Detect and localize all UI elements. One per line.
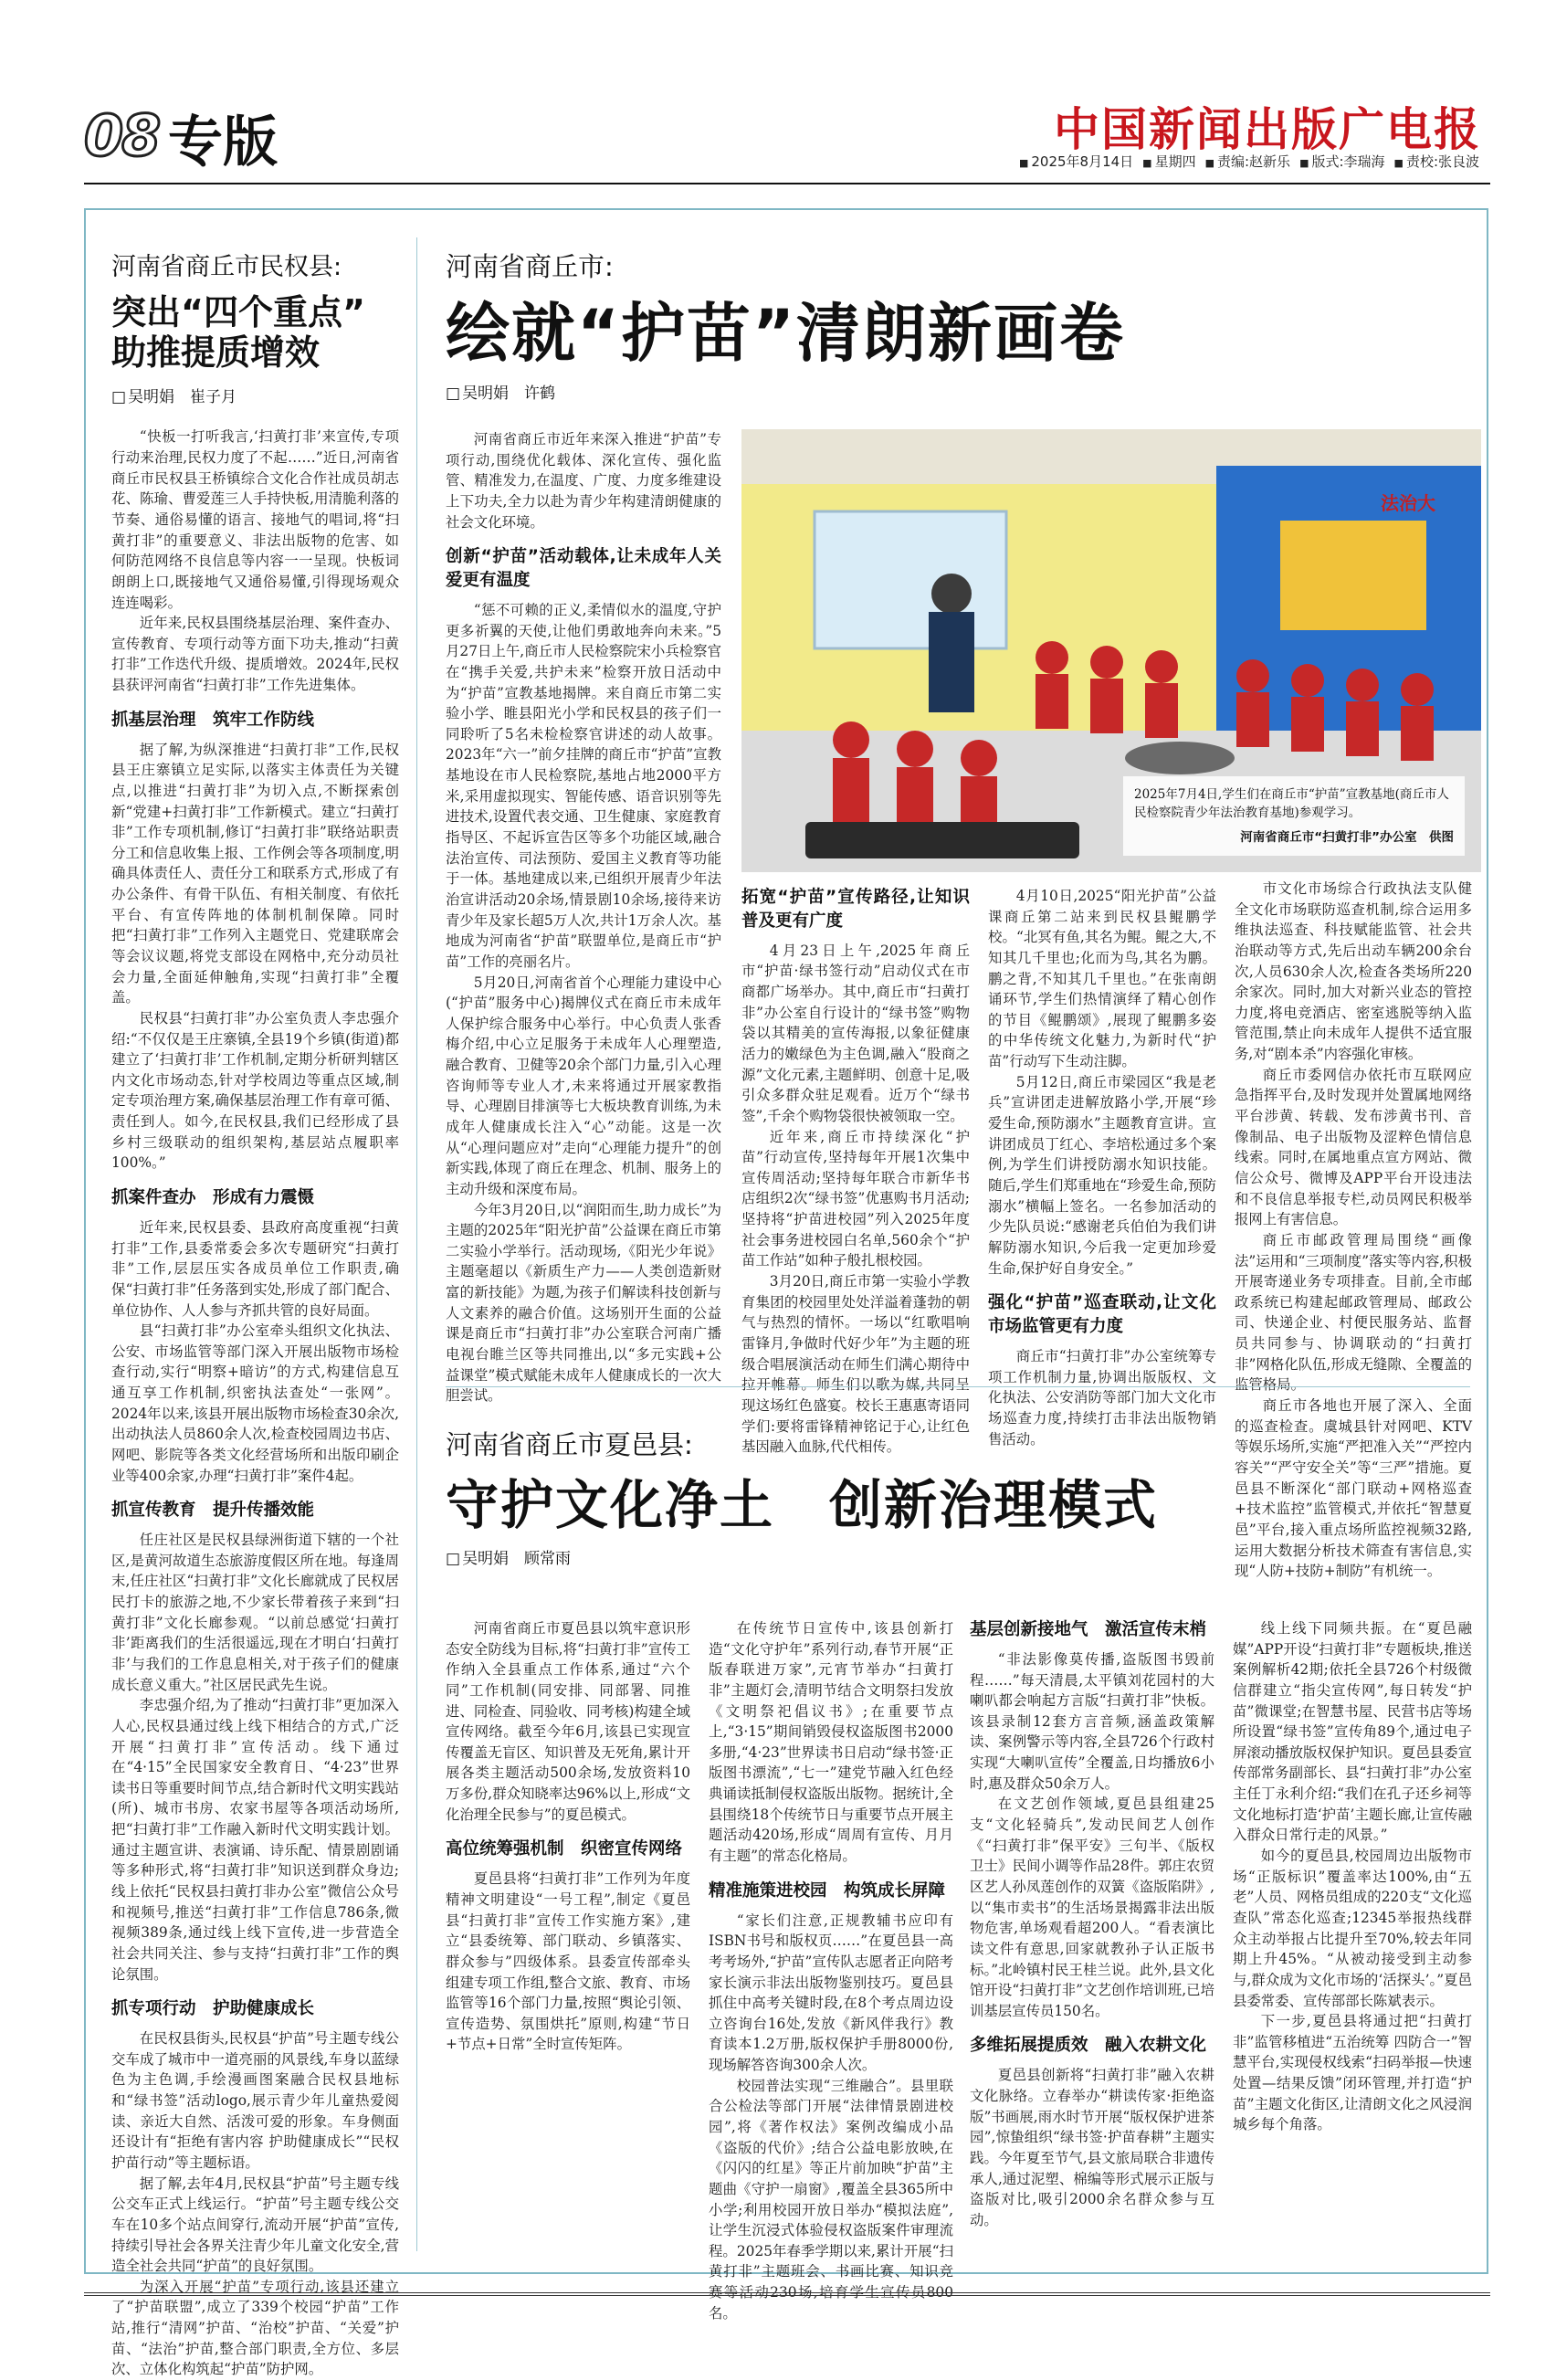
story1-subhead-3: 抓宣传教育 提升传播效能 [111,1501,315,1521]
story2-para: 商丘市委网信办依托市互联网应急指挥平台,及时发现并处置属地网络平台涉黄、转载、发布涉黄书刊、音像制品、电子出版物及涩粹色情信息线索。同时,在属地重点宣方网站、微信公众号、微博及APP平台开设违法和不良信息举报专栏,动员网民积极举报网上有害信息。 [1235,1066,1472,1228]
story3-byline: □ 吴明娟 顾常雨 [446,1545,1468,1568]
story2-para: 4月23日上午,2025年商丘市“护苗·绿书签行动”启动仪式在市商都广场举办。其中,商丘市“扫黄打非”办公室自行设计的“绿书签”购物袋以其精美的宣传海报,以象征健康活力的嫩绿色为主色调,融入“股商之源”文化元素,主题鲜明、创意十足,吸引众多群众驻足观看。近万个“绿书签”,千余个购物袋很快被领取一空。 [741,942,970,1124]
story3-para: 在文艺创作领域,夏邑县组建25支“文化轻骑兵”,发动民间艺人创作《“扫黄打非”保平安》三句半、《版权卫士》民间小调等作品28件。郭庄农贸区艺人孙凤莲创作的双簧《盗版陷阱》,以“集市卖书”的生活场景揭露非法出版物危害,单场观看超200人。“看表演比读文件有意思,回家就教孙子认正版书标。”北岭镇村民王桂兰说。此外,县文化馆开设“扫黄打非”文艺创作培训班,已培训基层宣传员150名。 [970,1796,1214,2019]
story-divider [446,1386,1470,1387]
story2-para: 商丘市各地也开展了深入、全面的巡查检查。虞城县针对网吧、KTV等娱乐场所,实施“严把准入关”“严控内容关”“严守安全关”等“三严”措施。夏邑县不断深化“部门联动+网格巡查+技术监控”监管模式,并依托“智慧夏邑”平台,接入重点场所监控视频32路,运用大数据分析技术筛查有害信息,实现“人防+技防+制防”有机统一。 [1235,1397,1472,1580]
story3-column-4 [1233,1618,1472,2135]
photo-caption [1123,776,1465,856]
issue-layout: ■ 版式:李瑞海 [1299,152,1384,171]
story2-para: 商丘市邮政管理局围绕“画像法”运用和“三项制度”落实等内容,积极开展寄递业务专项排查。目前,全市邮政系统已构建起邮政管理局、邮政公司、快递企业、村便民服务站、监督员共同参与、协调联动的“扫黄打非”网格化队伍,形成无缝隙、全覆盖的监管格局。 [1235,1231,1472,1394]
story1-para: 在民权县街头,民权县“护苗”号主题专线公交车成了城市中一道亮丽的风景线,车身以蓝绿色为主色调,手绘漫画图案融合民权县地标和“绿书签”活动logo,展示青少年儿童热爱阅读、亲近大自然、活泼可爱的形象。车身侧面还设计有“拒绝有害内容 护助健康成长”“民权护苗行动”等主题标语。 [111,2030,399,2171]
story2-para: 市文化市场综合行政执法支队健全文化市场联防巡查机制,综合运用多维执法巡查、科技赋能监管、社会共治联动等方式,先后出动车辆200余台次,人员630余人次,检查各类场所220余家次。同时,加大对新兴业态的管控力度,将电竞酒店、密室逃脱等纳入监管范围,禁止向未成年人提供不适宜服务,对“剧本杀”内容强化审核。 [1235,880,1472,1063]
story1-para: 为深入开展“护苗”专项行动,该县还建立了“护苗联盟”,成立了339个校园“护苗”工作站,推行“清网”护苗、“治校”护苗、“关爱”护苗、“法治”护苗,整合部门职责,全方位、多层次、立体化构筑起“护苗”防护网。 [111,2278,399,2378]
story1-lead2: 近年来,民权县围绕基层治理、案件查办、宣传教育、专项行动等方面下功夫,推动“扫黄打非”工作迭代升级、提质增效。2024年,民权县获评河南省“扫黄打非”工作先进集体。 [111,615,399,694]
story2-subhead-2: 拓宽“护苗”宣传路径,让知识普及更有广度 [741,888,970,931]
story1-para: 民权县“扫黄打非”办公室负责人李忠强介绍:“不仅仅是王庄寨镇,全县19个乡镇(街道)都建立了‘扫黄打非’工作机制,定期分析研判辖区内文化市场动态,针对学校周边等重点区域,制定专项治理方案,确保基层治理工作有章可循、责任到人。如今,在民权县,我们已经形成了县乡村三级联动的组织架构,基层站点履职率100%。” [111,1009,399,1172]
story2-para: 今年3月20日,以“润阳而生,助力成长”为主题的2025年“阳光护苗”公益课在商丘市第二实验小学举行。活动现场,《阳光少年说》主题毫超以《新质生产力——人类创造新财富的新技能》为题,为孩子们解读科技创新与人文素养的融合价值。这场别开生面的公益课是商丘市“扫黄打非”办公室联合河南广播电视台睢兰区等共同推出,以“多元实践+公益课堂”模式赋能未成年人健康成长的一次大胆尝试。 [446,1201,721,1405]
story1-para: 近年来,民权县委、县政府高度重视“扫黄打非”工作,县委常委会多次专题研究“扫黄打非”工作,层层压实各成员单位工作职责,确保“扫黄打非”任务落到实处,形成了部门配合、单位协作、人人参与齐抓共管的良好局面。 [111,1218,399,1319]
story2-kicker: 河南省商丘市: [446,251,614,282]
story2-para: 4月10日,2025“阳光护苗”公益课商丘第二站来到民权县鲲鹏学校。“北冥有鱼,其名为鲲。鲲之大,不知其几千里也;化而为鸟,其名为鹏。鹏之背,不知其几千里也。”在张南朗诵环节,学生们热情演绎了精心创作的节目《鲲鹏颂》,展现了鲲鹏多姿的中华传统文化魅力,为新时代“护苗”行动写下生动注脚。 [988,888,1216,1070]
masthead [84,91,1490,174]
story3-subhead-2: 精准施策进校园 构筑成长屏障 [709,1880,946,1901]
story1-para: 据了解,为纵深推进“扫黄打非”工作,民权县王庄寨镇立足实际,以落实主体责任为关键点,以推进“扫黄打非”为切入点,不断探索创新“党建+扫黄打非”工作新模式。建立“扫黄打非”工作专项机制,修订“扫黄打非”联络站职责分工和信息收集上报、工作例会等各项制度,明确具体责任人、责任分工和联系方式,形成了有办公条件、有骨干队伍、有相关制度、有依托平台、有宣传阵地的体制机制保障。同时把“扫黄打非”工作列入主题党日、党建联席会等会议议题,将党支部设在网格中,充分动员社会力量,全面延伸触角,实现“扫黄打非”全覆盖。 [111,741,399,1006]
story2-byline: □ 吴明娟 许鹤 [446,380,1468,403]
photo-credit: 河南省商丘市“扫黄打非”办公室 供图 [1240,829,1454,845]
story2-headline: 绘就“护苗”清朗新画卷 [446,296,1126,371]
story2-para: 3月20日,商丘市第一实验小学教育集团的校园里处处洋溢着蓬勃的朝气与热烈的情怀。一场以“红歌唱响雷锋月,争做时代好少年”为主题的班级合唱展演活动在师生们满心期待中拉开帷幕。师生们以歌为媒,共同呈现这场红色盛宴。校长王惠惠寄语同学们:要将雷锋精神铭记于心,让红色基因融入血脉,代代相传。 [741,1273,970,1456]
issue-date: ■ 2025年8月14日 [1019,152,1133,171]
story1-subhead-1: 抓基层治理 筑牢工作防线 [111,710,315,730]
story1-headline [111,293,399,373]
news-photo [741,429,1481,872]
story3-para: “非法影像莫传播,盗版图书毁前程……”每天清晨,太平镇刘花园村的大喇叭都会响起方言版“扫黄打非”快板。该县录制12套方言音频,涵盖政策解读、案例警示等内容,全县726个行政村实现“大喇叭宣传”全覆盖,日均播放6小时,惠及群众50余万人。 [970,1650,1214,1792]
story1-para: 任庄社区是民权县绿洲街道下辖的一个社区,是黄河故道生态旅游度假区所在地。每逢周末,任庄社区“扫黄打非”文化长廊就成了民权居民打卡的旅游之地,不少家长带着孩子来到“扫黄打非”文化长廊参观。“以前总感觉‘扫黄打非’距离我们的生活很遥远,现在才明白‘扫黄打非’与我们的工作息息相关,对于孩子们的健康成长意义重大。”社区居民武先生说。 [111,1532,399,1693]
story1-para: 李忠强介绍,为了推动“扫黄打非”更加深入人心,民权县通过线上线下相结合的方式,广泛开展“扫黄打非”宣传活动。线下通过在“4·15”全民国家安全教育日、“4·23”世界读书日等重要时间节点,结合新时代文明实践站(所)、城市书房、农家书屋等各项活动场所,把“扫黄打非”工作融入新时代文明实践计划。通过主题宣讲、表演诵、诗乐配、情景剧剧诵等多种形式,将“扫黄打非”知识送到群众身边;线上依托“民权县扫黄打非办公室”微信公众号和视频号,推送“扫黄打非”工作信息786条,微视频389条,通过线上线下宣传,进一步营造全社会共同关注、参与支持“扫黄打非”工作的舆论氛围。 [111,1697,399,1983]
top-rule [84,183,1490,184]
column-divider [416,237,417,2251]
story2-column-1 [446,429,721,1406]
story1-subhead-2: 抓案件查办 形成有力震慑 [111,1188,315,1208]
story3-para: 如今的夏邑县,校园周边出版物市场“正版标识”覆盖率达100%,由“五老”人员、网格员组成的220支“文化巡查队”常态化巡查;12345举报热线群众主动举报占比提升至70%,较去年同期上升45%。“从被动接受到主动参与,群众成为文化市场的‘活探头’。”夏邑县委常委、宣传部部长陈斌表示。 [1233,1848,1472,2009]
story3-para: “家长们注意,正规教辅书应印有ISBN书号和版权页……”在夏邑县一高考考场外,“护苗”宣传队志愿者正向陪考家长演示非法出版物鉴别技巧。夏邑县抓住中高考关键时段,在8个考点周边设立咨询台16处,发放《新风伴我行》教育读本1.2万册,版权保护手册8000份,现场解答咨询300余人次。 [709,1911,953,2074]
story3-subhead-3: 基层创新接地气 激活宣传末梢 [970,1620,1207,1639]
story3-subhead-1: 高位统筹强机制 织密宣传网络 [446,1839,683,1859]
story3-lead: 河南省商丘市夏邑县以筑牢意识形态安全防线为目标,将“扫黄打非”宣传工作纳入全县重点工作体系,通过“六个同”工作机制(同安排、同部署、同推进、同检查、同验收、同考核)构建全域宣传网络。截至今年6月,该县已实现宣传覆盖无盲区、知识普及无死角,累计开展各类主题活动500余场,发放资料10万多份,群众知晓率达96%以上,形成“文化治理全民参与”的夏邑模式。 [446,1620,690,1823]
story2-subhead-3: 强化“护苗”巡查联动,让文化市场监管更有力度 [988,1293,1216,1337]
story1-para: 据了解,去年4月,民权县“护苗”号主题专线公交车正式上线运行。“护苗”号主题专线公交车在10多个站点间穿行,流动开展“护苗”宣传,持续引导社会各界关注青少年儿童文化安全,营造全社会共同“护苗”的良好氛围。 [111,2175,399,2275]
story3-subhead-4: 多维拓展提质效 融入农耕文化 [970,2036,1207,2056]
story1-headline-line2: 助推提质增效 [111,332,321,373]
story1-para: 县“扫黄打非”办公室牵头组织文化执法、公安、市场监管等部门深入开展出版物市场检查行动,实行“明察+暗访”的方式,构建信息互通互享工作机制,织密执法查处“一张网”。2024年以来,该县开展出版物市场检查30余次,出动执法人员860余人次,检查校园周边书店、网吧、影院等各类文化经营场所和出版印刷企业等400余家,办理“扫黄打非”案件4起。 [111,1322,399,1484]
story3-column-1 [446,1618,690,2055]
issue-editor: ■ 责编:赵新乐 [1205,152,1290,171]
story2-para: 商丘市“扫黄打非”办公室统筹专项工作机制力量,协调出版版权、文化执法、公安消防等部门加大文化市场巡查力度,持续打击非法出版物销售活动。 [988,1347,1216,1448]
story1-lead: “快板一打听我言,‘扫黄打非’来宣传,专项行动来治理,民权力度了不起……”近日,河南省商丘市民权县王桥镇综合文化合作社成员胡志花、陈瑜、曹爱莲三人手持快板,用清脆利落的节奏、通俗易懂的语言、接地气的唱词,将“扫黄打非”的重要意义、非法出版物的危害、如何防范网络不良信息等内容一一呈现。快板词朗朗上口,既接地气又通俗易懂,引得现场观众连连喝彩。 [111,428,399,611]
story3-para: 在传统节日宣传中,该县创新打造“文化守护年”系列行动,春节开展“正版春联进万家”,元宵节举办“扫黄打非”主题灯会,清明节结合文明祭扫发放《文明祭祀倡议书》;在重要节点上,“3·15”期间销毁侵权盗版图书2000多册,“4·23”世界读书日启动“绿书签·正版图书漂流”,“七一”建党节融入红色经典诵读抵制侵权盗版出版物。据统计,全县围绕18个传统节日与重要节点开展主题活动420场,形成“周周有宣传、月月有主题”的常态化格局。 [709,1620,953,1865]
story3-column-2 [709,1618,953,2323]
story3-para: 校园普法实现“三维融合”。县里联合公检法等部门开展“法律情景剧进校园”,将《著作权法》案例改编成小品《盗版的代价》;结合公益电影放映,在《闪闪的红星》等正片前加映“护苗”主题曲《守护一扇窗》,覆盖全县365所中小学;利用校园开放日举办“模拟法庭”,让学生沉浸式体验侵权盗版案件审理流程。2025年春季学期以来,累计开展“扫黄打非”主题班会、书画比赛、知识竞赛等活动230场,培育学生宣传员800名。 [709,2077,953,2322]
story3-kicker: 河南省商丘市夏邑县: [446,1429,693,1460]
story-xiayi-header [446,1425,1468,1568]
story-minquan [111,247,399,2380]
story3-para: 夏邑县创新将“扫黄打非”融入农耕文化脉络。立春举办“耕读传家·拒绝盗版”书画展,雨水时节开展“版权保护进茶园”,惊蛰组织“绿书签·护苗春耕”主题实践。今年夏至节气,县文旅局联合非遗传承人,通过泥塑、棉编等形式展示正版与盗版对比,吸引2000余名群众参与互动。 [970,2067,1214,2228]
story3-para: 线上线下同频共振。在“夏邑融媒”APP开设“扫黄打非”专题板块,推送案例解析42期;依托全县726个村级微信群建立“指尖宣传网”,每日转发“护苗”微课堂;在智慧书屋、民营书店等场所设置“绿书签”宣传角89个,通过电子屏滚动播放版权保护知识。夏邑县委宣传部常务副部长、县“扫黄打非”办公室主任丁永利介绍:“我们在孔子还乡祠等文化地标打造‘护苗’主题长廊,让宣传融入群众日常行走的风景。” [1233,1620,1472,1844]
story2-column-3 [988,886,1216,1449]
story2-para: 5月20日,河南省首个心理能力建设中心(“护苗”服务中心)揭牌仪式在商丘市未成年人保护综合服务中心举行。中心负责人张香梅介绍,中心立足服务于未成年人心理塑造,融合教育、卫健等20余个部门力量,引入心理咨询师等专业人才,未来将通过开展家教指导、心理剧目排演等七大板块教育训练,为未成年人健康成长注入“心”动能。这是一次从“心理问题应对”走向“心理能力提升”的创新实践,体现了商丘在理念、机制、服务上的主动升级和深度布局。 [446,974,721,1197]
story3-para: 夏邑县将“扫黄打非”工作列为年度精神文明建设“一号工程”,制定《夏邑县“扫黄打非”宣传工作实施方案》,建立“县委统筹、部门联动、乡镇落实、群众参与”四级体系。县委宣传部牵头组建专项工作组,整合文旅、教育、市场监管等16个部门力量,按照“舆论引领、宣传造势、氛围烘托”原则,构建“节日+节点+日常”全时宣传矩阵。 [446,1870,690,2053]
story2-para: 5月12日,商丘市梁园区“我是老兵”宣讲团走进解放路小学,开展“珍爱生命,预防溺水”主题教育宣讲。宣讲团成员丁红心、李培松通过多个案例,为学生们讲授防溺水知识技能。随后,学生们郑重地在“珍爱生命,预防溺水”横幅上签名。一名参加活动的少先队员说:“感谢老兵伯伯为我们讲解防溺水知识,今后我一定更加珍爱生命,保护好自身安全。” [988,1073,1216,1277]
story1-kicker: 河南省商丘市民权县: [111,253,342,281]
story1-body [111,427,399,2380]
story1-headline-line1: 突出“四个重点” [111,292,365,332]
issue-proofreader: ■ 责校:张良波 [1394,152,1479,171]
story2-para: “惩不可赖的正义,柔情似水的温度,守护更多祈翼的天使,让他们勇敢地奔向未来。”5月27日上午,商丘市人民检察院宋小兵检察官在“携手关爱,共护未来”检察开放日活动中为“护苗”宣教基地揭牌。来自商丘市第二实验小学、睢县阳光小学和民权县的孩子们一同聆听了5名未检检察官讲述的动人故事。2023年“六一”前夕挂牌的商丘市“护苗”宣教基地设在市人民检察院,基地占地2000平方米,采用虚拟现实、智能传感、语音识别等先进技术,设置代表交通、卫生健康、家庭教育指导区、不起诉宣告区等多个功能区域,融合法治宣传、司法预防、爱国主义教育等功能于一体。基地建成以来,已组织开展青少年法治宣讲活动20余场,情景剧10余场,接待来访青少年及家长超5万人次,共计1万余人次。基地成为河南省“护苗”联盟单位,是商丘市“护苗”工作的亮丽名片。 [446,601,721,970]
issue-weekday: ■ 星期四 [1142,152,1195,171]
page-number: 08 [84,102,160,169]
story1-subhead-4: 抓专项行动 护助健康成长 [111,1999,315,2019]
story2-subhead-1: 创新“护苗”活动载体,让未成年人关爱更有温度 [446,547,721,591]
story2-lead: 河南省商丘市近年来深入推进“护苗”专项行动,围绕优化载体、深化宣传、强化监管、精准发力,在温度、广度、力度多维建设上下功夫,全力以赴为青少年构建清朗健康的社会文化环境。 [446,431,721,531]
story3-para: 下一步,夏邑县将通过把“扫黄打非”监管移植进“五治统筹 四防合一”智慧平台,实现侵权线索“扫码举报—快速处置—结果反馈”闭环管理,并打造“护苗”主题文化街区,让清朗文化之风浸润城乡每个角落。 [1233,2013,1472,2133]
story3-column-3 [970,1618,1214,2230]
story1-byline: □ 吴明娟 崔子月 [111,384,399,406]
bottom-rule [84,2292,1490,2296]
story3-headline: 守护文化净土 创新治理模式 [446,1474,1159,1536]
page-section: 专版 [168,111,278,174]
story2-column-2 [741,886,970,1458]
issue-meta [1019,152,1479,171]
wall-sign: 法治大 [1381,492,1435,514]
story2-para: 近年来,商丘市持续深化“护苗”行动宣传,坚持每年开展1次集中宣传周活动;坚持每年联合市新华书店组织2次“绿书签”优惠购书月活动;坚持将“护苗进校园”列入2025年度社会事务进校园白名单,560余个“护苗工作站”如种子般扎根校园。 [741,1128,970,1269]
newspaper-logo: 中国新闻出版广电报 [1054,102,1481,156]
story-shangqiu-header [446,247,1468,403]
photo-caption-text: 2025年7月4日,学生们在商丘市“护苗”宣教基地(商丘市人民检察院青少年法治教育基地)参观学习。 [1134,787,1449,821]
